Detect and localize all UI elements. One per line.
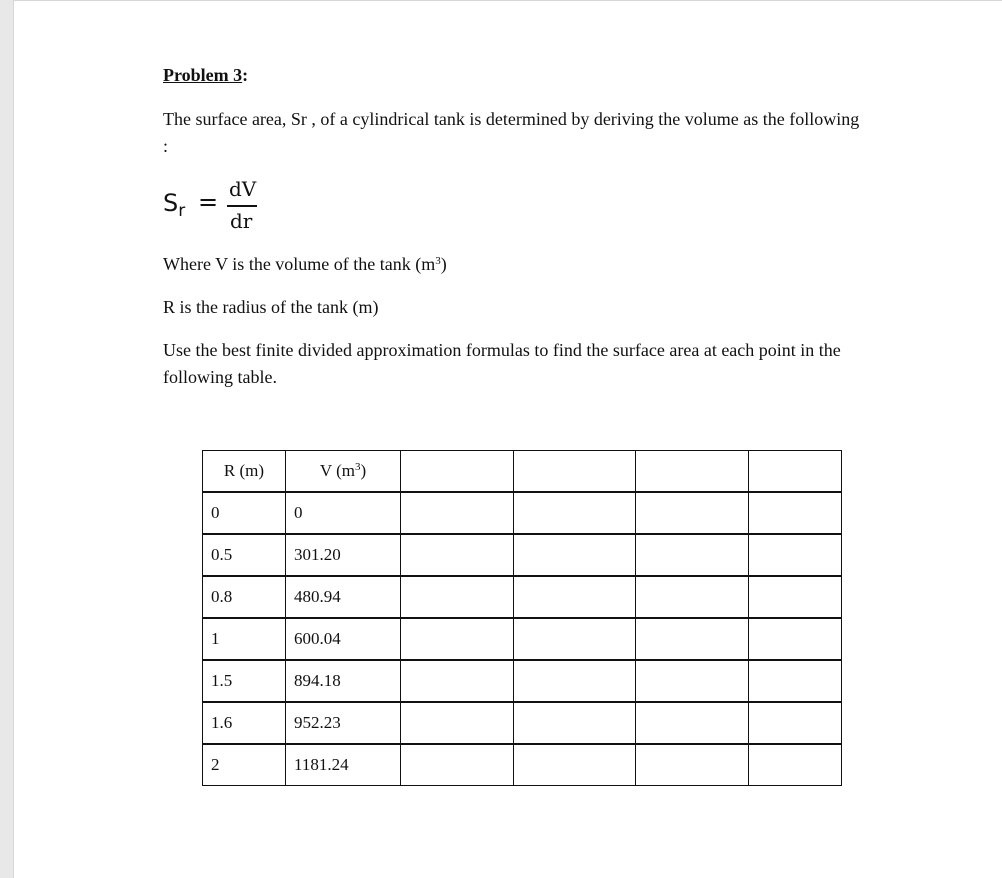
- header-v: [286, 451, 401, 493]
- cell-empty: [636, 744, 749, 786]
- cell-empty: [514, 492, 636, 534]
- document-page: [13, 0, 1002, 878]
- cell-empty: [401, 744, 514, 786]
- data-table: [202, 450, 842, 786]
- cell-empty: [401, 702, 514, 744]
- cell-r: 0.5: [203, 534, 286, 576]
- header-empty-6: [749, 451, 842, 493]
- cell-r: 0: [203, 492, 286, 534]
- volume-definition-close: ): [440, 254, 447, 274]
- cell-r: 0.8: [203, 576, 286, 618]
- cell-v: 1181.24: [286, 744, 401, 786]
- cell-v: 301.20: [286, 534, 401, 576]
- formula-denominator: dr: [230, 209, 253, 233]
- cell-empty: [401, 618, 514, 660]
- cell-empty: [401, 576, 514, 618]
- cell-empty: [749, 492, 842, 534]
- cell-r: 1.6: [203, 702, 286, 744]
- cell-v: 0: [286, 492, 401, 534]
- problem-title-label: Problem 3: [163, 65, 243, 85]
- cell-empty: [636, 492, 749, 534]
- cell-empty: [514, 660, 636, 702]
- table-row: [203, 744, 842, 786]
- table-row: [203, 576, 842, 618]
- header-empty-3: [401, 451, 514, 493]
- cell-empty: [401, 492, 514, 534]
- formula-equals: =: [198, 188, 219, 216]
- cell-r: 1: [203, 618, 286, 660]
- cell-empty: [401, 660, 514, 702]
- cell-empty: [514, 534, 636, 576]
- cell-empty: [749, 744, 842, 786]
- formula-numerator: dV: [229, 177, 257, 201]
- cell-empty: [514, 744, 636, 786]
- intro-paragraph: The surface area, Sr , of a cylindrical tank is determined by deriving the volume as the following :: [163, 109, 860, 156]
- table-row: [203, 618, 842, 660]
- table-row: [203, 534, 842, 576]
- cell-r: 2: [203, 744, 286, 786]
- header-v-close: ): [360, 461, 367, 480]
- formula-lhs: [163, 189, 185, 221]
- cell-empty: [401, 534, 514, 576]
- header-v-text: V (m: [319, 461, 355, 480]
- volume-definition-sup: 3: [435, 255, 441, 267]
- cell-empty: [749, 618, 842, 660]
- header-empty-4: [514, 451, 636, 493]
- header-v-sup: 3: [354, 461, 361, 473]
- problem-title-colon: :: [242, 65, 249, 85]
- table-header-row: [203, 451, 842, 493]
- cell-v: 480.94: [286, 576, 401, 618]
- fraction-bar: [227, 205, 257, 207]
- volume-definition: [163, 251, 863, 278]
- cell-empty: [636, 618, 749, 660]
- header-r: R (m): [203, 451, 286, 493]
- cell-v: 600.04: [286, 618, 401, 660]
- cell-empty: [636, 534, 749, 576]
- cell-empty: [636, 576, 749, 618]
- header-empty-5: [636, 451, 749, 493]
- cell-empty: [514, 576, 636, 618]
- formula-lhs-subscript: r: [178, 201, 186, 221]
- derivative-formula: [163, 177, 303, 233]
- cell-empty: [514, 618, 636, 660]
- cell-empty: [636, 702, 749, 744]
- instruction-paragraph: Use the best finite divided approximation formulas to find the surface area at each point in the following table.: [163, 340, 841, 387]
- table-row: [203, 660, 842, 702]
- radius-definition: R is the radius of the tank (m): [163, 297, 379, 317]
- cell-v: 952.23: [286, 702, 401, 744]
- cell-r: 1.5: [203, 660, 286, 702]
- cell-empty: [749, 702, 842, 744]
- cell-empty: [749, 576, 842, 618]
- cell-v: 894.18: [286, 660, 401, 702]
- table-row: [203, 492, 842, 534]
- problem-title: [163, 65, 248, 86]
- cell-empty: [514, 702, 636, 744]
- table-row: [203, 702, 842, 744]
- volume-definition-text: Where V is the volume of the tank (m: [163, 254, 436, 274]
- cell-empty: [636, 660, 749, 702]
- formula-lhs-symbol: S: [163, 189, 179, 217]
- cell-empty: [749, 534, 842, 576]
- cell-empty: [749, 660, 842, 702]
